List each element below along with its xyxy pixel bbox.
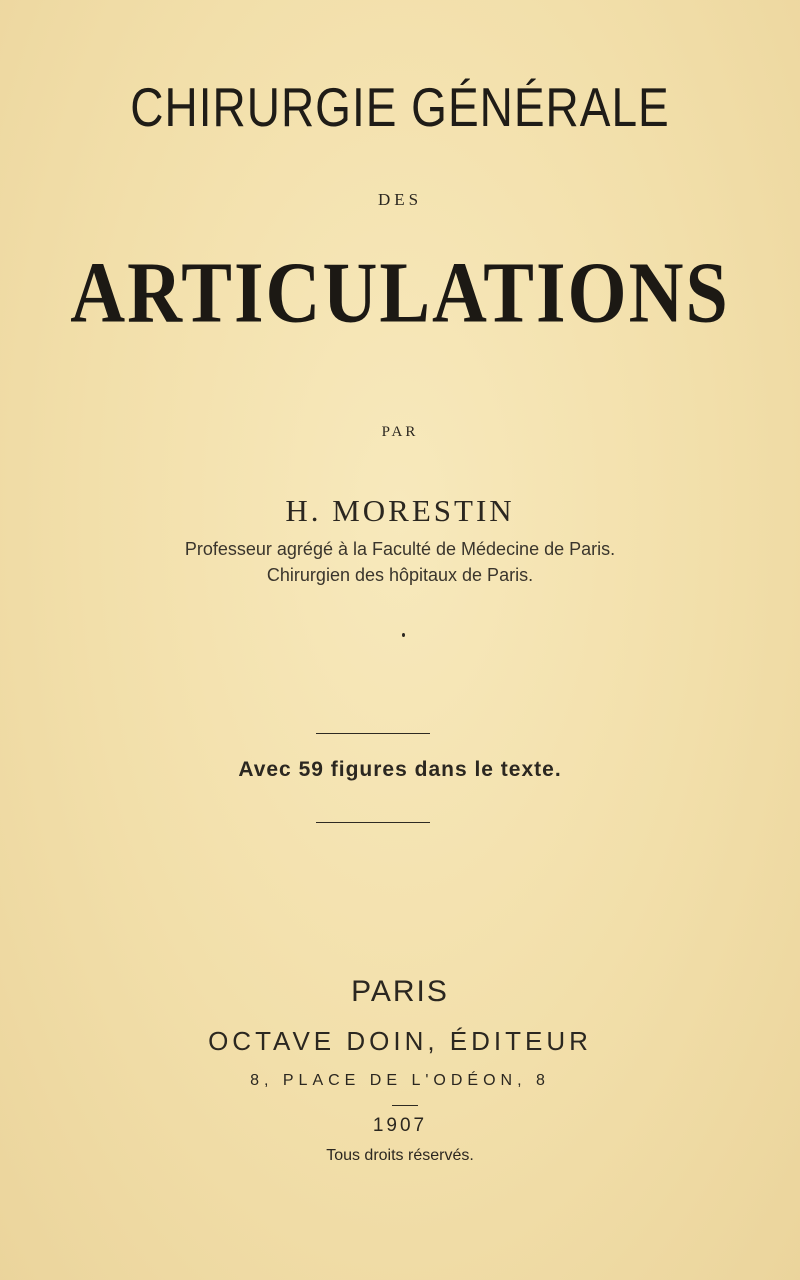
imprint-rights: Tous droits réservés. <box>326 1147 474 1164</box>
book-title-top: CHIRURGIE GÉNÉRALE <box>130 76 670 138</box>
figures-note: Avec 59 figures dans le texte. <box>238 758 562 781</box>
book-title-main: ARTICULATIONS <box>70 244 730 342</box>
title-connector: DES <box>377 190 423 209</box>
ink-speck <box>402 633 405 637</box>
imprint-year: 1907 <box>372 1115 428 1136</box>
author-name: H. MORESTIN <box>285 493 515 528</box>
divider-rule-top <box>316 733 430 734</box>
by-label: PAR <box>381 424 419 440</box>
author-title-surgeon: Chirurgien des hôpitaux de Paris. <box>266 565 534 585</box>
divider-rule-bottom <box>316 822 430 823</box>
author-title-professor: Professeur agrégé à la Faculté de Médecine de Paris. <box>184 539 616 559</box>
imprint-address: 8, PLACE DE L'ODÉON, 8 <box>250 1072 550 1089</box>
divider-rule-year <box>392 1105 418 1106</box>
imprint-publisher: OCTAVE DOIN, ÉDITEUR <box>208 1026 592 1056</box>
imprint-city: PARIS <box>351 975 449 1008</box>
